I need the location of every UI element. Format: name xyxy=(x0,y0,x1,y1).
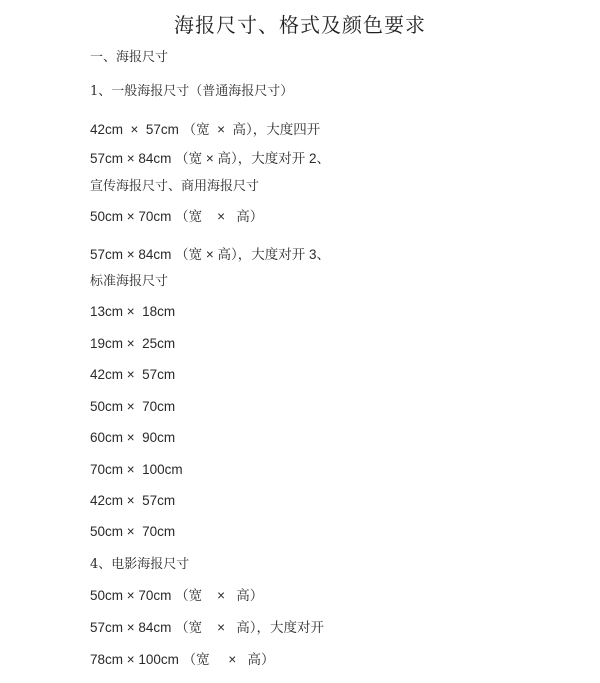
size-line: 57cm × 84cm （宽 × 高），大度对开 xyxy=(90,620,325,635)
subheading-general-poster-size: 1、一般海报尺寸（普通海报尺寸） xyxy=(90,84,294,99)
size-line: 50cm × 70cm xyxy=(90,399,176,414)
size-line: 78cm × 100cm （宽 × 高） xyxy=(90,652,275,667)
size-line: 42cm × 57cm （宽 × 高），大度四开 xyxy=(90,122,321,137)
subheading-standard-poster-size: 标准海报尺寸 xyxy=(90,274,169,289)
size-line: 60cm × 90cm xyxy=(90,430,176,445)
subheading-movie-poster-size: 4、电影海报尺寸 xyxy=(90,557,190,572)
size-line: 42cm × 57cm xyxy=(90,367,176,382)
size-line: 57cm × 84cm （宽 × 高），大度对开 3、 xyxy=(90,247,331,262)
size-line: 50cm × 70cm xyxy=(90,524,176,539)
size-line: 70cm × 100cm xyxy=(90,462,183,477)
section-heading-poster-size: 一、海报尺寸 xyxy=(90,50,169,65)
subheading-promo-poster-size: 宣传海报尺寸、商用海报尺寸 xyxy=(90,179,260,194)
size-line: 42cm × 57cm xyxy=(90,493,176,508)
size-line: 19cm × 25cm xyxy=(90,336,176,351)
document-title: 海报尺寸、格式及颜色要求 xyxy=(174,13,426,37)
size-line: 13cm × 18cm xyxy=(90,304,176,319)
size-line: 57cm × 84cm （宽 × 高），大度对开 2、 xyxy=(90,151,331,166)
size-line: 50cm × 70cm （宽 × 高） xyxy=(90,588,264,603)
size-line: 50cm × 70cm （宽 × 高） xyxy=(90,209,264,224)
